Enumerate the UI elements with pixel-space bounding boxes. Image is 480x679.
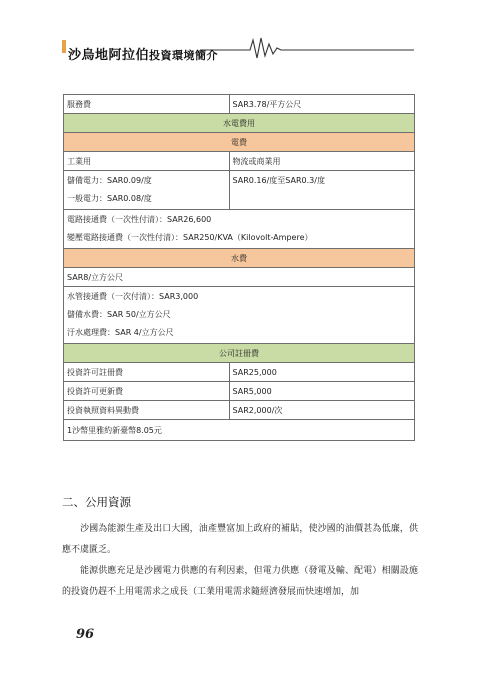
table-row [64, 344, 415, 363]
table-row [64, 363, 415, 382]
running-header [0, 0, 480, 70]
paragraph: 沙國為能源生產及出口大國，油產豐富加上政府的補貼，使沙國的油價甚為低廉，供應不虞匱乏。 [62, 524, 418, 555]
header-title-sub: 投資環境簡介 [149, 49, 219, 62]
connection-fee: 電路接通費（一次性付清）：SAR26,600 [67, 215, 212, 224]
page-number: 96 [76, 627, 95, 642]
industrial-rate-general: 一般電力：SAR0.08/度 [67, 194, 152, 203]
table-row [64, 382, 415, 401]
service-fee-label: 服務費 [64, 95, 230, 114]
renewal-value: SAR5,000 [229, 382, 414, 401]
industrial-rates-cell [64, 171, 230, 210]
renewal-label: 投資許可更新費 [64, 382, 230, 401]
change-label: 投資執照資料異動費 [64, 401, 230, 420]
commercial-rate-cell [229, 171, 414, 210]
table-row [64, 420, 415, 441]
paragraph: 能源供應充足是沙國電力供應的有利因素，但電力供應（發電及輸、配電）相關設施的投資仍趕不上用電需求之成長（工業用電需求隨經濟發展而快速增加，加 [62, 566, 418, 597]
service-fee-value: SAR3.78/平方公尺 [229, 95, 414, 114]
table-row [64, 268, 415, 287]
table-row [64, 249, 415, 268]
body-text [62, 519, 418, 603]
table-row [64, 401, 415, 420]
table-row [64, 95, 415, 114]
fee-table [63, 94, 415, 441]
table-row [64, 133, 415, 152]
sewage-fee: 汙水處理費：SAR 4/立方公尺 [67, 328, 174, 337]
water-header: 水費 [64, 249, 415, 268]
change-value: SAR2,000/次 [229, 401, 414, 420]
water-fees-cell [64, 287, 415, 344]
header-title [68, 44, 218, 63]
registration-value: SAR25,000 [229, 363, 414, 382]
table-row [64, 287, 415, 344]
table-row [64, 152, 415, 171]
industrial-rate-reserve: 儲備電力：SAR0.09/度 [67, 176, 152, 185]
registration-header: 公司註冊費 [64, 344, 415, 363]
connection-fees-cell [64, 210, 415, 249]
transformer-connection-fee: 變壓電路接通費（一次性付清）：SAR250/KVA（Kilovolt-Ampere） [67, 233, 313, 242]
electricity-header: 電費 [64, 133, 415, 152]
table-row [64, 210, 415, 249]
water-rate: SAR8/立方公尺 [64, 268, 415, 287]
section-heading: 二、公用資源 [62, 495, 131, 509]
table-row [64, 171, 415, 210]
water-pipe-fee: 水管接通費（一次付清）：SAR3,000 [67, 292, 199, 301]
exchange-note: 1沙幣里雅約新臺幣8.05元 [64, 420, 415, 441]
header-title-main: 沙烏地阿拉伯 [68, 48, 150, 63]
commercial-rate: SAR0.16/度至SAR0.3/度 [232, 176, 325, 185]
water-electricity-header: 水電費用 [64, 114, 415, 133]
reserve-water-fee: 儲備水費：SAR 50/立方公尺 [67, 310, 171, 319]
commercial-label: 物流或商業用 [229, 152, 414, 171]
industrial-label: 工業用 [64, 152, 230, 171]
registration-label: 投資許可註冊費 [64, 363, 230, 382]
table-row [64, 114, 415, 133]
